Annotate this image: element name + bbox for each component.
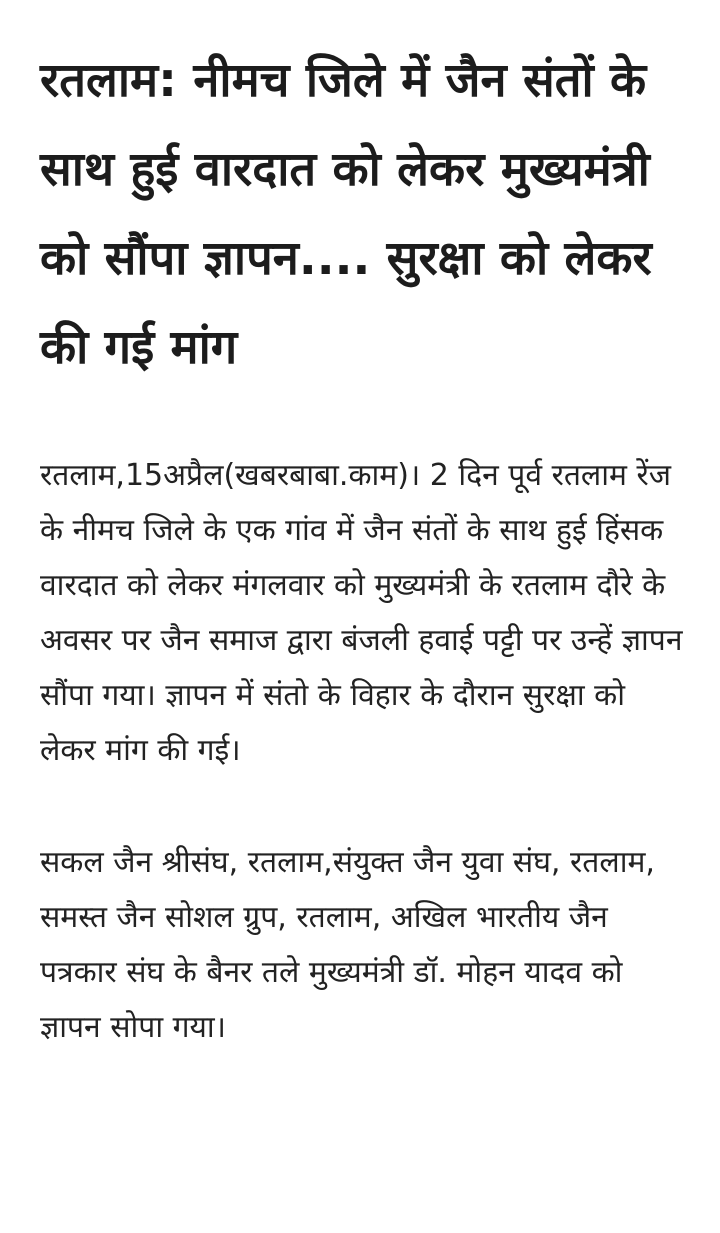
news-article: [40, 36, 690, 1055]
article-body: [40, 448, 690, 1055]
article-headline: रतलाम: नीमच जिले में जैन संतों के साथ हुई वारदात को लेकर मुख्यमंत्री को सौंपा ज्ञापन.... सुरक्षा को लेकर की गई मांग: [40, 53, 652, 375]
article-paragraph-2: सकल जैन श्रीसंघ, रतलाम,संयुक्त जैन युवा संघ, रतलाम, समस्त जैन सोशल ग्रुप, रतलाम, अखिल भारतीय जैन पत्रकार संघ के बैनर तले मुख्यमंत्री डॉ. मोहन यादव को ज्ञापन सोपा गया।: [40, 845, 655, 1045]
article-paragraph-1: रतलाम,15अप्रैल(खबरबाबा.काम)। 2 दिन पूर्व रतलाम रेंज के नीमच जिले के एक गांव में जैन संतों के साथ हुई हिंसक वारदात को लेकर मंगलवार को मुख्यमंत्री के रतलाम दौरे के अवसर पर जैन समाज द्वारा बंजली हवाई पट्टी पर उन्हें ज्ञापन सौंपा गया। ज्ञापन में संतो के विहार के दौरान सुरक्षा को लेकर मांग की गई।: [40, 458, 683, 768]
